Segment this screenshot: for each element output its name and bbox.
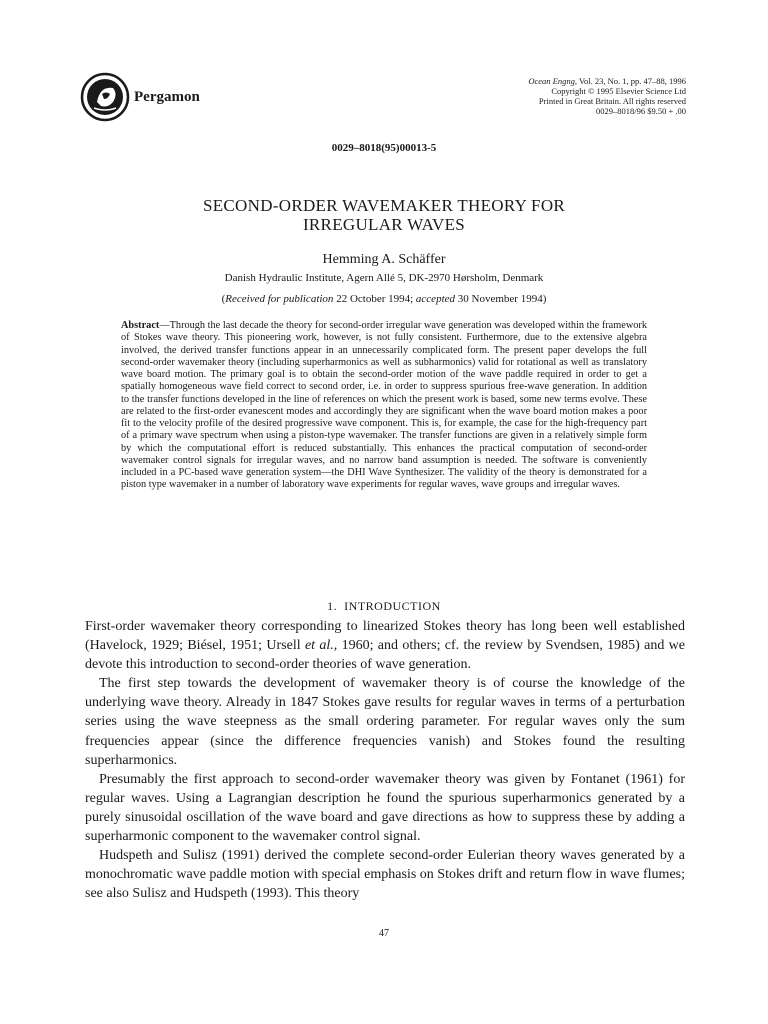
citation-price: 0029–8018/96 $9.50 + .00 [595,106,686,116]
paragraph-4: Hudspeth and Sulisz (1991) derived the complete second-order Eulerian theory waves generated by a monochromatic wave paddle motion with special emphasis on Stokes drift and return flow in wave flumes; see also Sulisz and Hudspeth (1993). This theory [85,848,685,902]
introduction-body [85,617,685,903]
received-dates [0,293,768,305]
paragraph-1-text-a: First-order wavemaker theory corresponding to linearized Stokes theory has long been well established (Havelock, 1929; Biésel, 1951; Ursell [85,619,685,654]
citation-printed: Printed in Great Britain. All rights reserved [538,96,686,106]
received-date: 22 October 1994; [333,293,416,305]
citation-journal: Ocean Engng [528,76,575,86]
section-heading [0,599,768,614]
publisher-name: Pergamon [134,88,200,105]
paragraph-3: Presumably the first approach to second-order wavemaker theory was given by Fontanet (1961) for regular waves. Using a Lagrangian description he found the spurious superharmonics generated by a purely sinusoidal oscillation of the wave board and gave directions as how to suppress these by adding a superharmonic component to the wavemaker control signal. [85,771,685,845]
citation-volume: , Vol. 23, No. 1, pp. 47–88, 1996 [574,76,686,86]
author-name: Hemming A. Schäffer [322,252,446,267]
section-title: INTRODUCTION [344,599,441,613]
paragraph-1 [85,617,685,674]
abstract-label: Abstract [121,320,160,331]
paragraph-1-etal: et al. [304,638,334,654]
page-number: 47 [379,928,389,939]
doi-identifier: 0029–8018(95)00013-5 [331,142,437,154]
paper-title [0,196,768,234]
header [80,72,686,132]
section-number: 1. [327,599,338,613]
pergamon-logo-icon [80,72,130,122]
abstract [121,320,647,492]
paragraph-1-text-b: , 1960; and others; cf. the review by Svendsen, 1985) and we devote this introduction to second-order theories of wave generation. [85,638,686,673]
author-affiliation: Danish Hydraulic Institute, Agern Allé 5, DK-2970 Hørsholm, Denmark [224,272,544,284]
publisher-logo [80,72,200,122]
citation-copyright: Copyright © 1995 Elsevier Science Ltd [551,86,686,96]
journal-citation [426,76,686,116]
received-open: ( [221,293,226,305]
received-label: Received for publication [225,293,334,305]
abstract-text: —Through the last decade the theory for second-order irregular wave generation was developed within the framework of Stokes wave theory. This pioneering work, however, is not fully consistent. Furthermore, due to the extensive algebra involved, the derived transfer functions appear in an unnecessarily complicated form. The present paper develops the full second-order wavemaker theory (including superharmonics as well as subharmonics) valid for rotational as well as translatory wave board motion. The primary goal is to obtain the second-order motion of the wave paddle required in order to get a spatially homogeneous wave field correct to second order, i.e. in order to suppress spurious free-wave generation. In addition to the transfer functions developed in the line of references on which the present work is based, some new terms evolve. These are related to the first-order evanescent modes and accordingly they are significant when the wave board motion makes a poor fit to the velocity profile of the desired progressive wave component. This is, for example, the case for the high-frequency part of a primary wave spectrum when using a piston-type wavemaker. The transfer functions are given in a relatively simple form by which the computational effort is reduced substantially. This enhances the practical computation of second-order wavemaker control signals for irregular waves, and no narrow band assumption is needed. The software is conveniently included in a PC-based wave generation system—the DHI Wave Synthesizer. The validity of the theory is demonstrated for a piston type wavemaker in a number of laboratory wave experiments for regular waves, wave groups and irregular waves. [121,320,647,491]
paragraph-2: The first step towards the development of wavemaker theory is of course the knowledge of the underlying wave theory. Already in 1847 Stokes gave results for regular waves in terms of a perturbation series using the wave steepness as the small ordering parameter. For regular waves only the sum frequencies appear (since the difference frequencies vanish) and Stokes found the resulting superharmonics. [85,676,685,768]
title-line-1: SECOND-ORDER WAVEMAKER THEORY FOR [202,196,566,215]
accepted-label: accepted [415,293,456,305]
title-line-2: IRREGULAR WAVES [302,215,466,234]
accepted-date: 30 November 1994) [455,293,547,305]
